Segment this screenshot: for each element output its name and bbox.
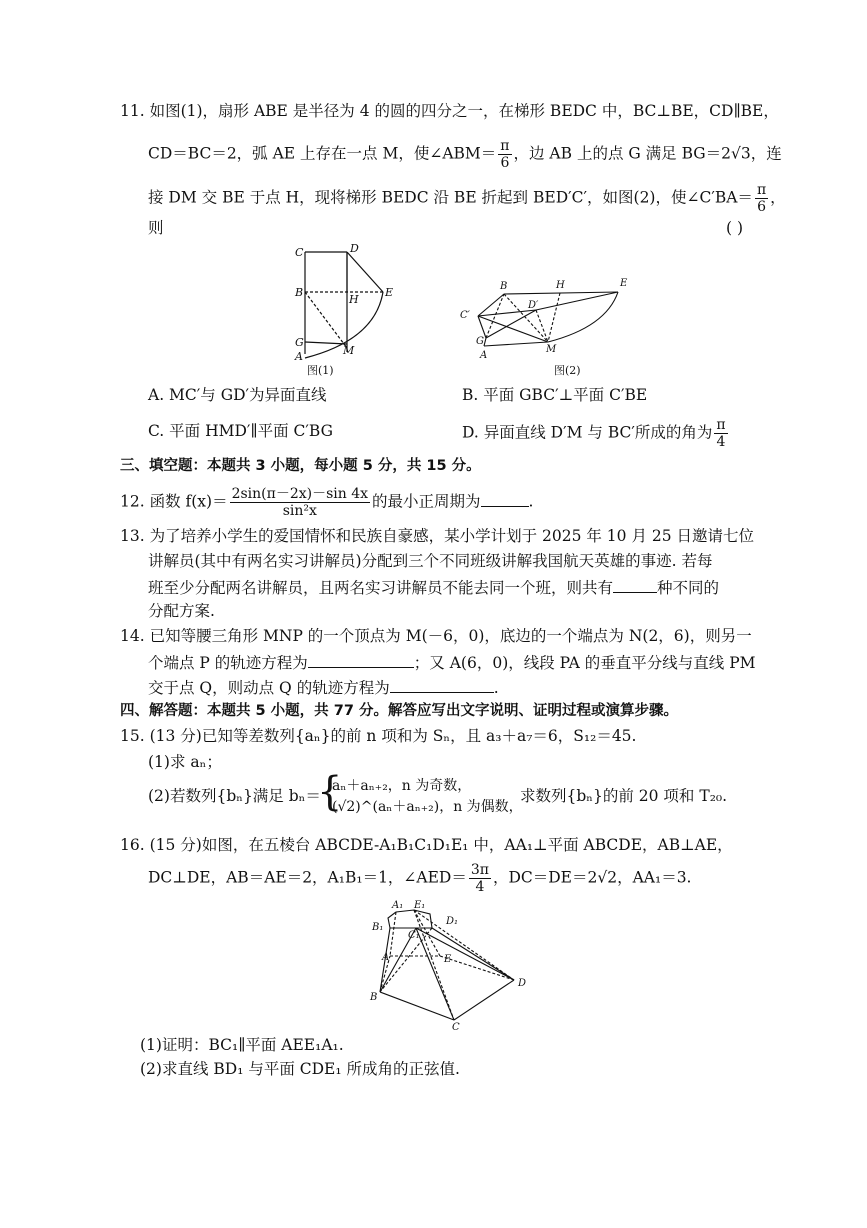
fig1-caption: 图(1) — [307, 364, 334, 377]
q13-line3-a: 班至少分配两名讲解员，且两名实习讲解员不能去同一个班，则共有 — [148, 579, 614, 597]
frac-num: π — [716, 417, 726, 433]
edge-CD — [454, 980, 514, 1020]
q11-line2-a: CD＝BC＝2，弧 AE 上存在一点 M，使∠ABM＝ — [148, 144, 497, 163]
q13-line3 — [148, 576, 719, 598]
q13-line1: 13. 为了培养小学生的爱国情怀和民族自豪感，某小学计划于 2025 年 10 月 25 日邀请七位 — [120, 527, 755, 545]
q14-line2 — [148, 651, 756, 673]
q15-case-2: (√2)^(aₙ＋aₙ₊₂)，n 为偶数， — [332, 799, 523, 815]
q12-end: . — [528, 492, 534, 511]
label-B1: B₁ — [372, 922, 384, 933]
q15-case-brace: { — [317, 769, 343, 815]
q16-line2 — [148, 862, 692, 895]
label-C: C — [295, 246, 304, 259]
frac-num: π — [756, 182, 767, 198]
edge-E1D — [414, 910, 514, 980]
q15-line1: 15. (13 分)已知等差数列{aₙ}的前 n 项和为 Sₙ，且 a₃＋a₇＝6，S₁₂＝45. — [120, 727, 637, 745]
frac-den: 4 — [475, 879, 485, 895]
q11-line3-b: ， — [770, 188, 786, 207]
q12 — [120, 486, 533, 519]
q11-line2 — [148, 138, 782, 171]
frac-den: 4 — [716, 434, 726, 450]
edge-HM — [548, 293, 560, 342]
edge-BM — [504, 294, 548, 342]
label-E: E — [385, 286, 394, 299]
label-E1: E₁ — [414, 900, 426, 911]
q16-figure — [368, 898, 538, 1033]
label-G: G — [476, 336, 484, 347]
label-A1: A₁ — [392, 900, 404, 911]
q14-line3-b: . — [493, 679, 499, 697]
q12-suffix: 的最小正周期为 — [372, 492, 481, 511]
label-A: A — [480, 350, 488, 361]
label-E: E — [444, 954, 452, 965]
q15-part2-a: (2)若数列{bₙ}满足 bₙ＝ — [148, 787, 321, 805]
q15-part1: (1)求 aₙ； — [148, 753, 222, 771]
q11-frac1 — [498, 138, 511, 171]
q16-line2-a: DC⊥DE，AB＝AE＝2，A₁B₁＝1，∠AED＝ — [148, 868, 467, 887]
label-C1: C₁ — [408, 930, 420, 941]
label-B: B — [500, 281, 508, 292]
q14-answer-blank-2[interactable] — [390, 676, 494, 693]
q13-line2: 讲解员(其中有两名实习讲解员)分配到三个不同班级讲解我国航天英雄的事迹. 若每 — [148, 552, 713, 570]
label-D: D — [350, 242, 359, 255]
edge-GM — [305, 342, 347, 344]
q13-line4: 分配方案. — [148, 602, 215, 620]
section-3-heading: 三、填空题：本题共 3 小题，每小题 5 分，共 15 分。 — [120, 458, 481, 474]
frac-num: π — [500, 138, 510, 154]
label-C: C — [452, 1022, 460, 1033]
edge-CM — [478, 316, 548, 342]
frac-den: 6 — [500, 155, 510, 171]
q11-option-c: C. 平面 HMD′∥平面 C′BG — [148, 422, 333, 440]
edge-BM — [305, 292, 347, 348]
edge-C1D — [416, 928, 514, 980]
q14-line2-b: ；又 A(6，0)，线段 PA 的垂直平分线与直线 PM — [413, 654, 756, 672]
edge-BE — [504, 292, 618, 294]
edge-C1C — [416, 928, 454, 1020]
q11-option-b: B. 平面 GBC′⊥平面 C′BE — [462, 386, 648, 404]
label-H: H — [556, 280, 565, 291]
edge-GA — [484, 338, 486, 346]
q12-prefix: 12. 函数 f(x)＝ — [120, 492, 228, 511]
frac-num: 2sin(π－2x)－sin 4x — [231, 486, 369, 502]
edge-DE — [347, 252, 383, 292]
edge-BC — [478, 294, 504, 316]
q13-line3-b: 种不同的 — [657, 579, 720, 597]
frac-den: 6 — [757, 199, 766, 215]
q11-figure-2 — [456, 272, 636, 382]
q16-part2: (2)求直线 BD₁ 与平面 CDE₁ 所成角的正弦值. — [140, 1060, 460, 1078]
label-M: M — [546, 344, 557, 355]
q11-figure-1 — [285, 240, 405, 390]
edge-CG — [478, 316, 486, 338]
q11-line4: 则 — [148, 219, 164, 237]
q16-line2-b: ，DC＝DE＝2√2，AA₁＝3. — [492, 868, 692, 887]
edge-DM — [536, 310, 548, 342]
q14-answer-blank-1[interactable] — [308, 651, 414, 668]
frac-num: 3π — [470, 862, 489, 878]
section-4-heading: 四、解答题：本题共 5 小题，共 77 分。解答应写出文字说明、证明过程或演算步骤。 — [120, 703, 678, 719]
edge-AM — [484, 342, 548, 346]
frac-den: sin²x — [282, 503, 317, 519]
q11-option-d-text: D. 异面直线 D′M 与 BC′所成的角为 — [462, 423, 713, 442]
q11-frac2 — [755, 182, 768, 215]
label-D-prime: D′ — [528, 300, 539, 311]
edge-GB — [486, 294, 504, 338]
label-M: M — [343, 344, 355, 357]
q11-line3 — [148, 182, 786, 215]
q14-line1: 14. 已知等腰三角形 MNP 的一个顶点为 M(－6，0)，底边的一个端点为 N(2，6)，则另一 — [120, 627, 752, 645]
q16-frac — [469, 862, 491, 895]
q16-line1: 16. (15 分)如图，在五棱台 ABCDE-A₁B₁C₁D₁E₁ 中，AA₁⊥平面 ABCDE，AB⊥AE， — [120, 836, 733, 854]
q11-answer-paren: ( ) — [726, 219, 744, 237]
q14-line3-a: 交于点 Q，则动点 Q 的轨迹方程为 — [148, 679, 390, 697]
q11-option-d-frac — [714, 417, 727, 450]
label-D: D — [518, 978, 527, 989]
q11-line2-b: ，边 AB 上的点 G 满足 BG＝2√3，连 — [513, 144, 782, 163]
q14-line3 — [148, 676, 499, 698]
q16-part1: (1)证明：BC₁∥平面 AEE₁A₁. — [140, 1036, 344, 1054]
q15-case-1: aₙ＋aₙ₊₂，n 为奇数， — [332, 778, 472, 794]
label-G: G — [295, 336, 304, 349]
q11-option-a: A. MC′与 GD′为异面直线 — [148, 386, 327, 404]
label-B: B — [370, 992, 378, 1003]
q12-frac — [230, 486, 370, 519]
edge-A1A — [390, 912, 396, 956]
label-D1: D₁ — [446, 916, 459, 927]
q11-line3-a: 接 DM 交 BE 于点 H，现将梯形 BEDC 沿 BE 折起到 BED′C′，如图(2)，使∠C′BA＝ — [148, 188, 753, 207]
label-E: E — [620, 278, 628, 289]
edge-DE — [536, 292, 618, 310]
q11-option-d — [462, 417, 730, 450]
q12-answer-blank[interactable] — [481, 490, 529, 507]
fig2-caption: 图(2) — [554, 364, 581, 377]
label-B: B — [295, 286, 304, 299]
q13-answer-blank[interactable] — [613, 576, 657, 593]
edge-BC — [380, 992, 454, 1020]
q11-line1: 11. 如图(1)，扇形 ABE 是半径为 4 的圆的四分之一，在梯形 BEDC 中，BC⊥BE，CD∥BE， — [120, 102, 779, 120]
q14-line2-a: 个端点 P 的轨迹方程为 — [148, 654, 308, 672]
label-H: H — [349, 293, 359, 306]
label-C-prime: C′ — [460, 310, 470, 321]
label-A: A — [295, 350, 303, 363]
label-A: A — [382, 952, 390, 963]
q15-part2-b: 求数列{bₙ}的前 20 项和 T₂₀. — [520, 787, 728, 805]
